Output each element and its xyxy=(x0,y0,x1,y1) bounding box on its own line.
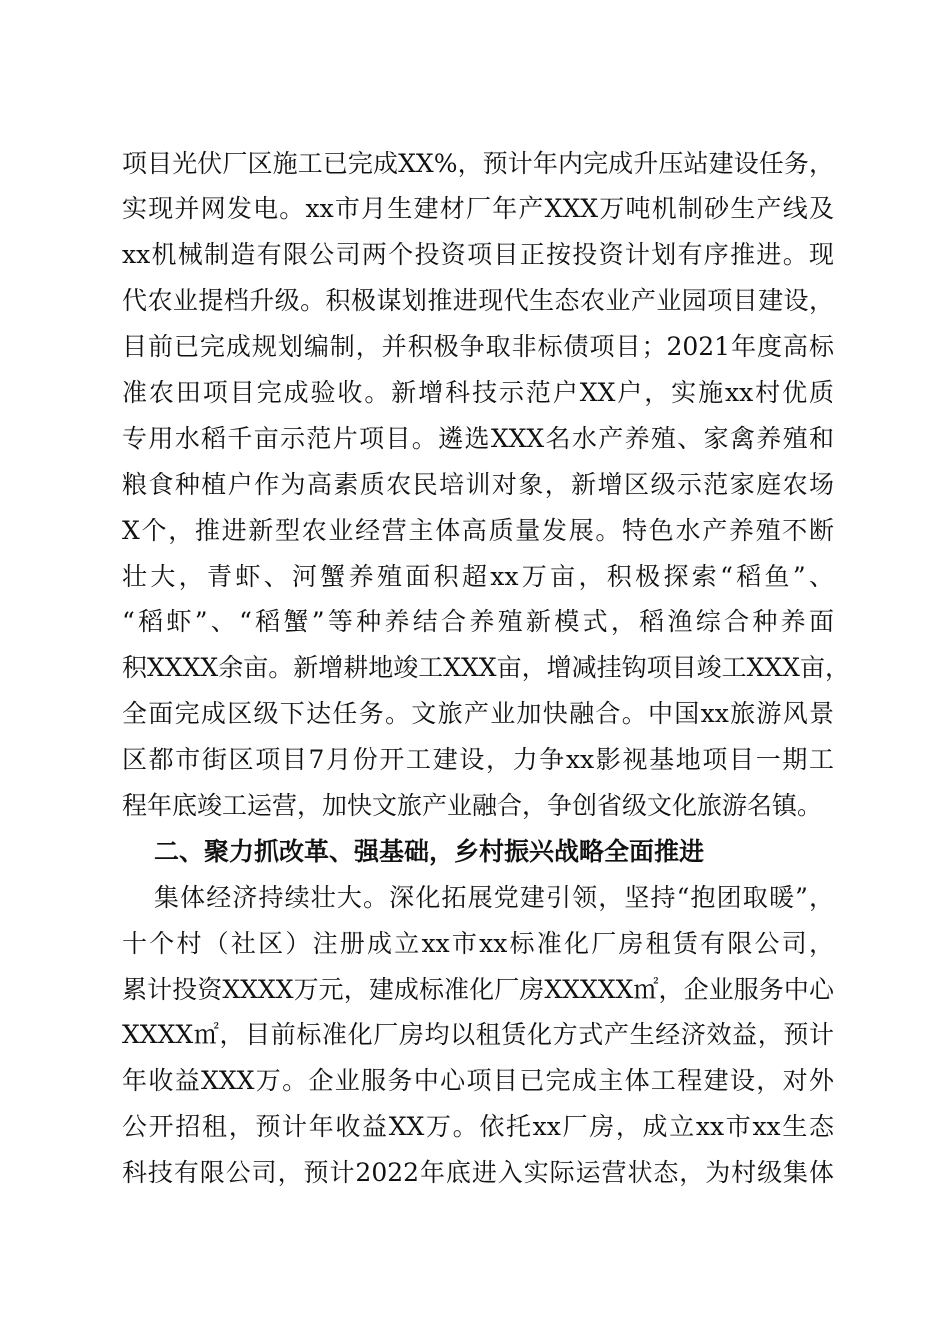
paragraph-line: 集体经济持续壮大。深化拓展党建引领，坚持“抱团取暖”， xyxy=(154,883,834,912)
paragraph-line: 专用水稻千亩示范片项目。遴选XXX名水产养殖、家禽养殖和 xyxy=(122,424,834,453)
paragraph-line: 十个村（社区）注册成立xx市xx标准化厂房租赁有限公司， xyxy=(122,929,834,958)
paragraph-line: XXXX㎡，目前标准化厂房均以租赁化方式产生经济效益，预计 xyxy=(122,1020,834,1049)
paragraph-line: 累计投资XXXX万元，建成标准化厂房XXXXX㎡，企业服务中心 xyxy=(122,975,834,1004)
paragraph-line: 壮大，青虾、河蟹养殖面积超xx万亩，积极探索“稻鱼”、 xyxy=(122,562,834,591)
paragraph-line: 实现并网发电。xx市月生建材厂年产XXX万吨机制砂生产线及 xyxy=(122,194,834,223)
paragraph-line: 项目光伏厂区施工已完成XX%，预计年内完成升压站建设任务， xyxy=(122,149,834,178)
paragraph-line: “稻虾”、“稻蟹”等种养结合养殖新模式，稻渔综合种养面 xyxy=(122,607,834,636)
paragraph-line: 代农业提档升级。积极谋划推进现代生态农业产业园项目建设， xyxy=(122,286,834,315)
paragraph-line: 全面完成区级下达任务。文旅产业加快融合。中国xx旅游风景 xyxy=(122,699,834,728)
paragraph-line: xx机械制造有限公司两个投资项目正按投资计划有序推进。现 xyxy=(122,240,834,269)
section-heading: 二、聚力抓改革、强基础，乡村振兴战略全面推进 xyxy=(154,837,705,866)
paragraph-line: 程年底竣工运营，加快文旅产业融合，争创省级文化旅游名镇。 xyxy=(122,791,823,820)
paragraph-line: 年收益XXX万。企业服务中心项目已完成主体工程建设，对外 xyxy=(122,1066,834,1095)
paragraph-line: 积XXXX余亩。新增耕地竣工XXX亩，增减挂钩项目竣工XXX亩， xyxy=(122,653,850,682)
paragraph-line: 公开招租，预计年收益XX万。依托xx厂房，成立xx市xx生态 xyxy=(122,1112,834,1141)
paragraph-line: 目前已完成规划编制，并积极争取非标债项目；2021年度高标 xyxy=(122,332,834,361)
paragraph-line: 粮食种植户作为高素质农民培训对象，新增区级示范家庭农场 xyxy=(122,470,834,499)
paragraph-line: 科技有限公司，预计2022年底进入实际运营状态，为村级集体 xyxy=(122,1158,834,1187)
paragraph-line: 区都市街区项目7月份开工建设，力争xx影视基地项目一期工 xyxy=(122,745,834,774)
paragraph-line: X个，推进新型农业经营主体高质量发展。特色水产养殖不断 xyxy=(122,516,834,545)
paragraph-line: 准农田项目完成验收。新增科技示范户XX户，实施xx村优质 xyxy=(122,378,834,407)
